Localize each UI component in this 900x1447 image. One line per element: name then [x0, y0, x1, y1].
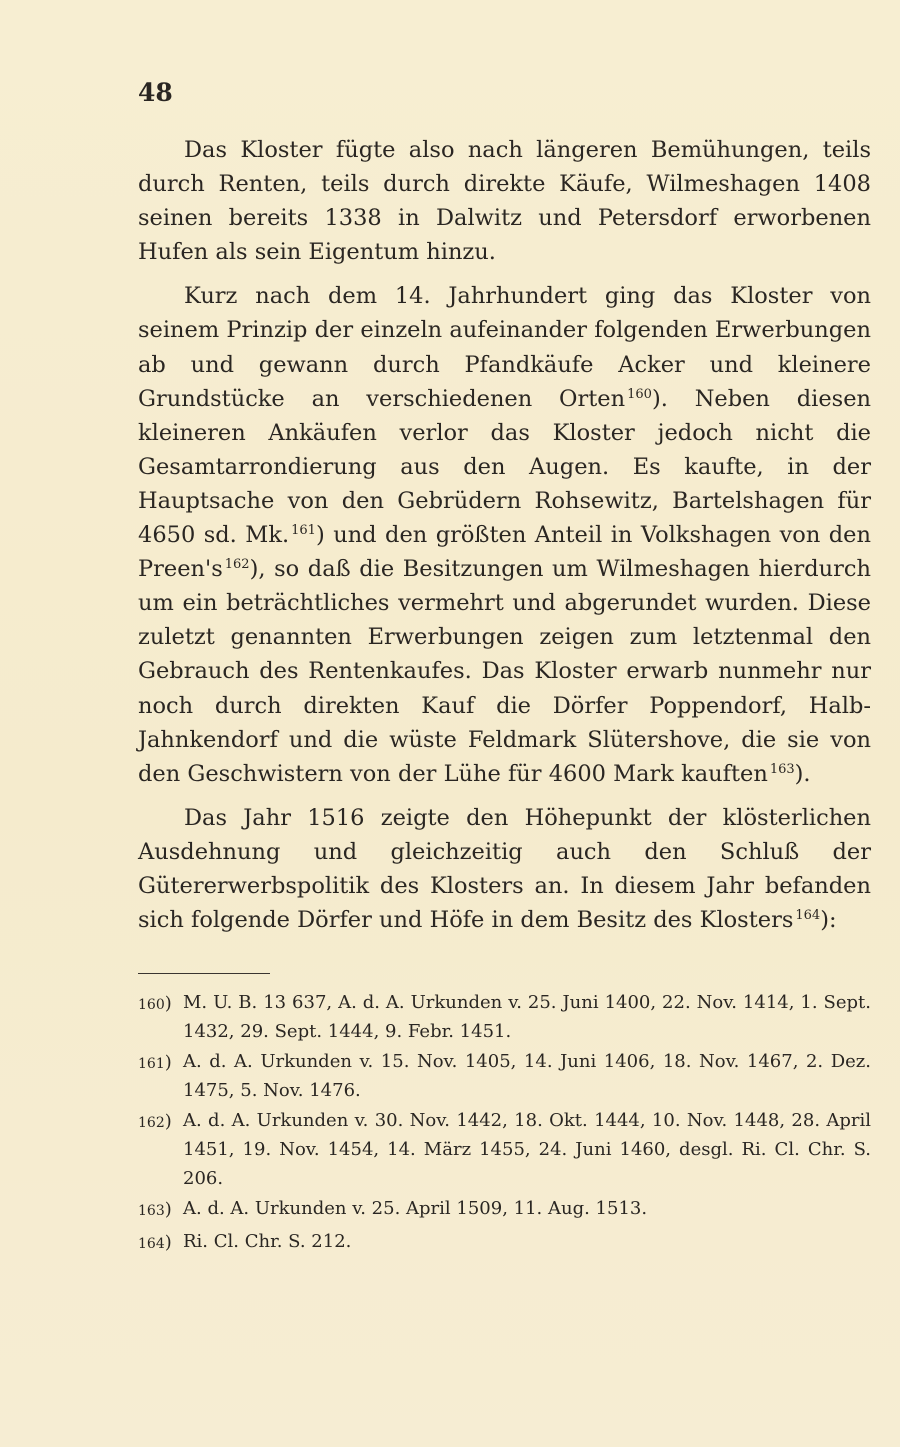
footnote-text: A. d. A. Urkunden v. 25. April 1509, 11. Aug. 1513. [183, 1198, 648, 1219]
footnote-number: 160 [138, 997, 165, 1013]
paragraph-2: Kurz nach dem 14. Jahrhundert ging das Kloster von seinem Prinzip der einzeln aufeinander folgenden Erwerbungen ab und gewann durch Pfandkäufe Acker und kleinere Grundstücke an verschiedenen Orten $^{160}$). Neben diesen kleineren Ankäufen verlor das Kloster jedoch nicht die Gesamtarrondierung aus den Augen. Es kaufte, in der Hauptsache von den Gebrüdern Rohsewitz, Bartelshagen für 4650 sd. Mk. $^{161}$) und den größten Anteil in Volkshagen von den Preen's $^{162}$), so daß die Besitzungen um Wilmeshagen hierdurch um ein beträchtliches vermehrt und abgerundet wurden. Diese zuletzt genannten Erwerbungen zeigen zum letztenmal den Gebrauch des Rentenkaufes. Das Kloster erwarb nunmehr nur noch durch direkten Kauf die Dörfer Poppendorf, Halb-Jahnkendorf und die wüste Feldmark Slütershove, die sie von den Geschwistern von der Lühe für 4600 Mark kauften $^{163}$). [138, 283, 872, 787]
footnote-divider [138, 973, 270, 974]
footnote-ref-164[interactable]: 164 [795, 908, 821, 924]
footnote-161: 161) A. d. A. Urkunden v. 15. Nov. 1405, 14. Juni 1406, 18. Nov. 1467, 2. Dez. 1475, 5. Nov. 1476. [138, 1047, 871, 1105]
body-text [138, 133, 871, 947]
page-number: 48 [138, 78, 173, 107]
paragraph-3: Das Jahr 1516 zeigte den Höhepunkt der klösterlichen Ausdehnung und gleichzeitig auch den Schluß der Gütererwerbspolitik des Klosters an. In diesem Jahr befanden sich folgende Dörfer und Höfe in dem Besitz des Klosters $^{164}$): [138, 804, 871, 934]
footnote-ref-160[interactable]: 160 [627, 386, 652, 402]
footnote-164: 164) Ri. Cl. Chr. S. 212. [138, 1227, 871, 1259]
footnote-text: A. d. A. Urkunden v. 15. Nov. 1405, 14. Juni 1406, 18. Nov. 1467, 2. Dez. 1475, 5. Nov. 1476. [183, 1051, 871, 1101]
footnote-162: 162) A. d. A. Urkunden v. 30. Nov. 1442, 18. Okt. 1444, 10. Nov. 1448, 28. April 1451, 19. Nov. 1454, 14. März 1455, 24. Juni 1460, desgl. Ri. Cl. Chr. S. 206. [138, 1106, 871, 1193]
footnote-163: 163) A. d. A. Urkunden v. 25. April 1509, 11. Aug. 1513. [138, 1194, 871, 1226]
footnotes [138, 988, 871, 1260]
footnote-number: 163 [138, 1203, 165, 1219]
footnote-ref-163[interactable]: 163 [769, 761, 795, 777]
footnote-160: 160) M. U. B. 13 637, A. d. A. Urkunden v. 25. Juni 1400, 22. Nov. 1414, 1. Sept. 1432, 29. Sept. 1444, 9. Febr. 1451. [138, 988, 871, 1046]
paragraph-1: Das Kloster fügte also nach längeren Bemühungen, teils durch Renten, teils durch direkte Käufe, Wilmeshagen 1408 seinen bereits 1338 in Dalwitz und Petersdorf erworbenen Hufen als sein Eigentum hinzu. [138, 137, 871, 266]
footnote-number: 164 [138, 1236, 165, 1252]
footnote-text: A. d. A. Urkunden v. 30. Nov. 1442, 18. Okt. 1444, 10. Nov. 1448, 28. April 1451, 19. Nov. 1454, 14. März 1455, 24. Juni 1460, desgl. Ri. Cl. Chr. S. 206. [183, 1110, 871, 1189]
footnote-text: Ri. Cl. Chr. S. 212. [183, 1231, 352, 1252]
footnote-text: M. U. B. 13 637, A. d. A. Urkunden v. 25. Juni 1400, 22. Nov. 1414, 1. Sept. 1432, 29. Sept. 1444, 9. Febr. 1451. [183, 992, 871, 1042]
footnote-ref-162[interactable]: 162 [224, 557, 250, 573]
footnote-number: 162 [138, 1115, 165, 1131]
footnote-number: 161 [138, 1056, 165, 1072]
footnote-ref-161[interactable]: 161 [291, 523, 316, 539]
